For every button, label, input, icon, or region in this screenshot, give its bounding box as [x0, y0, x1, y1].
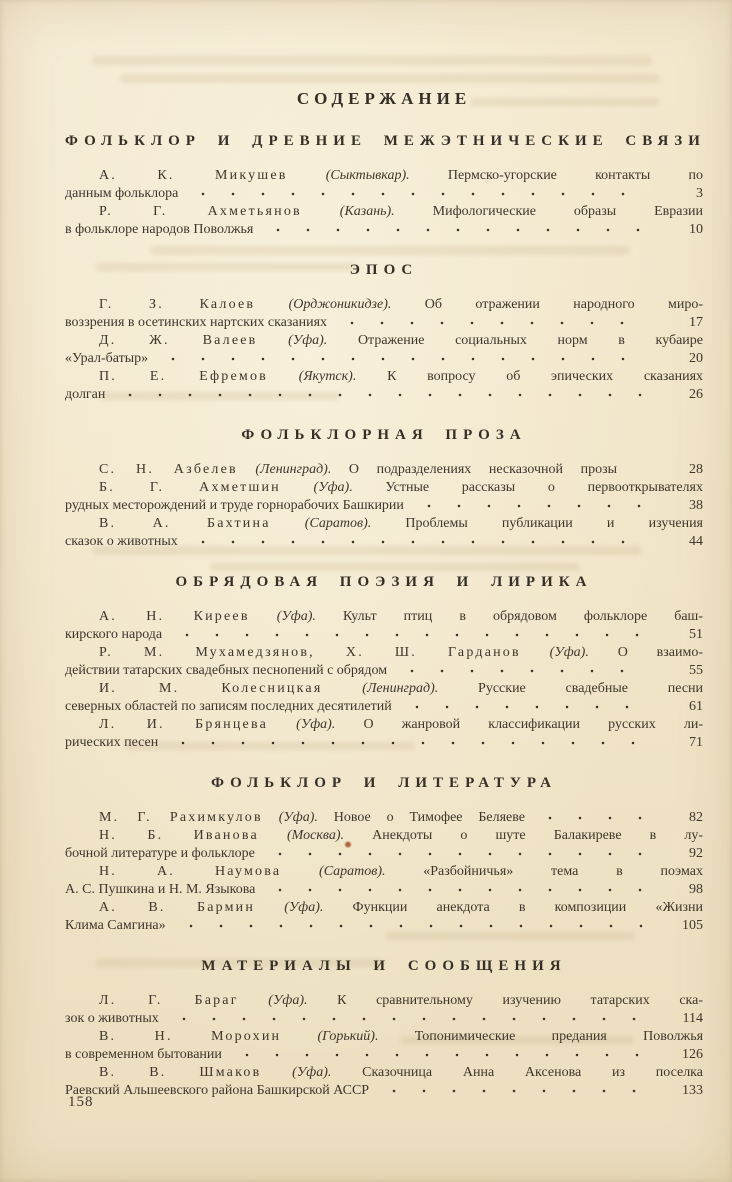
entry-place: (Якутск).	[298, 369, 357, 384]
entry-author: А. К. Микушев	[99, 168, 288, 183]
toc-entry	[65, 1064, 703, 1100]
toc-section	[65, 774, 703, 935]
section-heading: ФОЛЬКЛОР И ДРЕВНИЕ МЕЖЭТНИЧЕСКИЕ СВЯЗИ	[65, 133, 706, 149]
entry-line	[65, 716, 703, 734]
entry-line	[65, 368, 703, 386]
toc-entry	[65, 332, 703, 368]
entry-author: Л. И. Брянцева	[99, 717, 269, 732]
dot-leader	[397, 662, 643, 680]
entry-first-line-text	[99, 900, 703, 915]
entry-page-number: 98	[689, 882, 703, 897]
entry-line	[65, 1028, 703, 1046]
section-heading: ЭПОС	[349, 262, 419, 278]
entry-page-number: 38	[689, 498, 703, 513]
dot-leader	[414, 497, 643, 515]
entry-line	[65, 386, 703, 404]
entry-line	[65, 533, 703, 551]
section-heading: ФОЛЬКЛОРНАЯ ПРОЗА	[241, 427, 527, 443]
dot-leader	[232, 1046, 643, 1064]
section-heading: МАТЕРИАЛЫ И СООБЩЕНИЯ	[201, 958, 567, 974]
dot-leader	[627, 461, 643, 479]
entry-place: (Ленинград).	[362, 681, 439, 696]
entry-title-text: Устные рассказы о первооткрывателях	[385, 480, 703, 495]
dot-leader	[263, 221, 643, 239]
entry-continuation-text: в фольклоре народов Поволжья	[65, 222, 254, 237]
entry-page-number: 61	[689, 699, 703, 714]
toc-entry	[65, 644, 703, 680]
toc-entry	[65, 680, 703, 716]
entry-continuation-text: долган	[65, 387, 106, 402]
toc-section	[65, 957, 703, 1100]
entry-line	[65, 863, 703, 881]
entry-place: (Саратов).	[304, 516, 372, 531]
dot-leader	[176, 917, 643, 935]
entry-page-number: 26	[689, 387, 703, 402]
entry-title-text: Сказочница Анна Аксенова из поселка	[362, 1065, 703, 1080]
entry-line	[65, 461, 703, 479]
entry-line	[65, 203, 703, 221]
entry-line	[65, 917, 703, 935]
entry-author: Р. Г. Ахметьянов	[99, 204, 302, 219]
entry-place: (Уфа).	[268, 993, 308, 1008]
entry-page-number: 44	[689, 534, 703, 549]
entry-page-number: 28	[689, 462, 703, 477]
entry-place: (Уфа).	[278, 810, 318, 825]
entry-first-line-text	[99, 828, 703, 843]
entry-line	[65, 497, 703, 515]
dot-leader	[115, 386, 643, 404]
toc-section	[65, 261, 703, 404]
entry-first-line-text	[99, 333, 703, 348]
entry-author: М. Г. Рахимкулов	[99, 810, 263, 825]
entry-continuation-text: Клима Самгина»	[65, 918, 166, 933]
toc-entry	[65, 167, 703, 203]
entry-continuation-text: воззрения в осетинских нартских сказаниях	[65, 315, 328, 330]
entry-line	[65, 296, 703, 314]
entry-title-text: Пермско-угорские контакты по	[447, 168, 703, 183]
toc-entry	[65, 992, 703, 1028]
entry-continuation-text: зок о животных	[65, 1011, 159, 1026]
entry-continuation-text: действии татарских свадебных песнопений с обрядом	[65, 663, 388, 678]
toc-entry	[65, 296, 703, 332]
toc-entry	[65, 827, 703, 863]
entry-page-number: 20	[689, 351, 703, 366]
page-content	[65, 88, 706, 1100]
toc-entry	[65, 461, 703, 479]
dot-leader	[265, 881, 643, 899]
entry-title-text: Проблемы публикации и изучения	[405, 516, 703, 531]
dot-leader	[158, 350, 643, 368]
entry-line	[65, 809, 703, 827]
toc-entry	[65, 368, 703, 404]
entry-continuation-text: «Урал-батыр»	[65, 351, 149, 366]
entry-line	[65, 167, 703, 185]
entry-line	[65, 734, 703, 752]
entry-title-text: «Разбойничья» тема в поэмах	[423, 864, 703, 879]
entry-author: Н. Б. Иванова	[99, 828, 259, 843]
entry-first-line-text	[99, 204, 703, 219]
entry-line	[65, 350, 703, 368]
toc-entry	[65, 608, 703, 644]
entry-line	[65, 1010, 703, 1028]
entry-line	[65, 221, 703, 239]
dot-leader	[188, 533, 643, 551]
entry-first-line-text	[99, 993, 703, 1008]
toc-entry	[65, 716, 703, 752]
entry-place: (Казань).	[339, 204, 395, 219]
entry-author: В. А. Бахтина	[99, 516, 271, 531]
toc-section	[65, 573, 703, 752]
toc-entry	[65, 809, 703, 827]
entry-place: (Сыктывкар).	[325, 168, 410, 183]
entry-author: А. Н. Киреев	[99, 609, 250, 624]
entry-first-line-text	[99, 516, 703, 531]
entry-first-line-text	[99, 369, 703, 384]
entry-author: Л. Г. Бараг	[99, 993, 239, 1008]
dot-leader	[337, 314, 643, 332]
entry-first-line-text	[99, 809, 525, 827]
entry-page-number: 82	[689, 810, 703, 825]
entry-page-number: 51	[689, 627, 703, 642]
entry-page-number: 126	[682, 1047, 703, 1062]
entry-title-text: Топонимические предания Поволжья	[414, 1029, 704, 1044]
entry-continuation-text: А. С. Пушкина и Н. М. Языкова	[65, 882, 256, 897]
entry-line	[65, 992, 703, 1010]
entry-first-line-text	[99, 681, 703, 696]
entry-place: (Москва).	[287, 828, 345, 843]
dot-leader	[168, 734, 643, 752]
entry-first-line-text	[99, 609, 703, 624]
entry-line	[65, 644, 703, 662]
entry-continuation-text: кирского народа	[65, 627, 163, 642]
entry-line	[65, 608, 703, 626]
entry-first-line-text	[99, 1029, 703, 1044]
stain-spot	[344, 841, 352, 848]
entry-author: С. Н. Азбелев	[99, 462, 238, 477]
entry-title-text: К сравнительному изучению татарских ска-	[337, 993, 704, 1008]
entry-place: (Ленинград).	[255, 462, 332, 477]
entry-title-text: Функции анекдота в композиции «Жизни	[352, 900, 703, 915]
dot-leader	[379, 1082, 643, 1100]
dot-leader	[402, 698, 643, 716]
entry-place: (Уфа).	[313, 480, 353, 495]
entry-author: Р. М. Мухамедзянов, Х. Ш. Гарданов	[99, 645, 521, 660]
bleed-through-smudge	[92, 56, 652, 65]
entry-author: Б. Г. Ахметшин	[99, 480, 281, 495]
toc-entry	[65, 899, 703, 935]
entry-line	[65, 314, 703, 332]
entry-author: А. В. Бармин	[99, 900, 256, 915]
entry-continuation-text: северных областей по записям последних десятилетий	[65, 699, 392, 714]
entry-page-number: 92	[689, 846, 703, 861]
entry-line	[65, 626, 703, 644]
entry-first-line-text	[99, 645, 703, 660]
entry-continuation-text: в современном бытовании	[65, 1047, 222, 1062]
section-heading: ФОЛЬКЛОР И ЛИТЕРАТУРА	[211, 775, 557, 791]
entry-place: (Уфа).	[276, 609, 316, 624]
toc-entry	[65, 1028, 703, 1064]
dot-leader	[265, 845, 643, 863]
page-title: СОДЕРЖАНИЕ	[296, 89, 472, 108]
entry-line	[65, 515, 703, 533]
entry-line	[65, 1082, 703, 1100]
entry-page-number: 105	[682, 918, 703, 933]
entry-title-text: О взаимо-	[617, 645, 704, 660]
entry-title-text: К вопросу об эпических сказаниях	[387, 369, 704, 384]
toc-entry	[65, 863, 703, 899]
entry-line	[65, 332, 703, 350]
entry-first-line-text	[99, 1065, 703, 1080]
entry-page-number: 55	[689, 663, 703, 678]
section-heading: ОБРЯДОВАЯ ПОЭЗИЯ И ЛИРИКА	[175, 574, 593, 590]
entry-page-number: 133	[682, 1083, 703, 1098]
entry-title-text: О жанровой классификации русских ли-	[363, 717, 703, 732]
entry-place: (Орджоникидзе).	[288, 297, 392, 312]
entry-first-line-text	[99, 480, 703, 495]
entry-title-text: Русские свадебные песни	[478, 681, 704, 696]
entry-place: (Уфа).	[549, 645, 589, 660]
toc-section	[65, 132, 706, 239]
entry-author: В. В. Шмаков	[99, 1065, 262, 1080]
entry-author: Н. А. Наумова	[99, 864, 282, 879]
dot-leader	[172, 626, 643, 644]
entry-line	[65, 185, 703, 203]
entry-continuation-text: сказок о животных	[65, 534, 178, 549]
entry-page-number: 3	[696, 186, 703, 201]
entry-continuation-text: бочной литературе и фольклоре	[65, 846, 255, 861]
entry-place: (Уфа).	[292, 1065, 332, 1080]
entry-line	[65, 881, 703, 899]
entry-author: П. Е. Ефремов	[99, 369, 268, 384]
entry-line	[65, 662, 703, 680]
entry-first-line-text	[99, 168, 703, 183]
entry-first-line-text	[99, 864, 703, 879]
bleed-through-smudge	[120, 74, 660, 83]
entry-author: И. М. Колесницкая	[99, 681, 323, 696]
entry-first-line-text	[99, 297, 703, 312]
entry-page-number: 17	[689, 315, 703, 330]
entry-author: Г. З. Калоев	[99, 297, 256, 312]
entry-author: В. Н. Морохин	[99, 1029, 282, 1044]
toc-section	[65, 426, 703, 551]
entry-title-text: О подразделениях несказочной прозы	[348, 462, 618, 477]
entry-title-text: Анекдоты о шуте Балакиреве в лу-	[372, 828, 704, 843]
entry-continuation-text: рических песен	[65, 735, 159, 750]
entry-line	[65, 698, 703, 716]
entry-line	[65, 827, 703, 845]
entry-line	[65, 845, 703, 863]
entry-first-line-text	[99, 461, 617, 479]
toc-entry	[65, 515, 703, 551]
toc-entry	[65, 203, 703, 239]
entry-place: (Горький).	[317, 1029, 379, 1044]
entry-title-text: Мифологические образы Евразии	[432, 204, 704, 219]
entry-place: (Уфа).	[284, 900, 324, 915]
entry-page-number: 10	[689, 222, 703, 237]
entry-title-text: Об отражении народного миро-	[424, 297, 704, 312]
entry-continuation-text: рудных месторождений и труде горнорабочих Башкирии	[65, 498, 404, 513]
entry-line	[65, 479, 703, 497]
entry-line	[65, 680, 703, 698]
entry-page-number: 71	[689, 735, 703, 750]
entry-continuation-text: Раевский Альшеевского района Башкирской АССР	[65, 1083, 370, 1098]
entry-title-text: Новое о Тимофее Беляеве	[333, 810, 526, 825]
entry-author: Д. Ж. Валеев	[99, 333, 258, 348]
entry-continuation-text: данным фольклора	[65, 186, 179, 201]
entry-line	[65, 899, 703, 917]
dot-leader	[188, 185, 643, 203]
footer-page-number: 158	[68, 1094, 94, 1110]
entry-line	[65, 1046, 703, 1064]
entry-line	[65, 1064, 703, 1082]
entry-first-line-text	[99, 717, 703, 732]
table-of-contents	[65, 132, 706, 1100]
entry-place: (Саратов).	[319, 864, 386, 879]
entry-title-text: Культ птиц в обрядовом фольклоре баш-	[342, 609, 704, 624]
entry-page-number: 114	[682, 1011, 703, 1026]
toc-entry	[65, 479, 703, 515]
entry-title-text: Отражение социальных норм в кубаире	[357, 333, 704, 348]
dot-leader	[169, 1010, 643, 1028]
dot-leader	[535, 809, 643, 827]
entry-place: (Уфа).	[288, 333, 328, 348]
entry-place: (Уфа).	[296, 717, 336, 732]
